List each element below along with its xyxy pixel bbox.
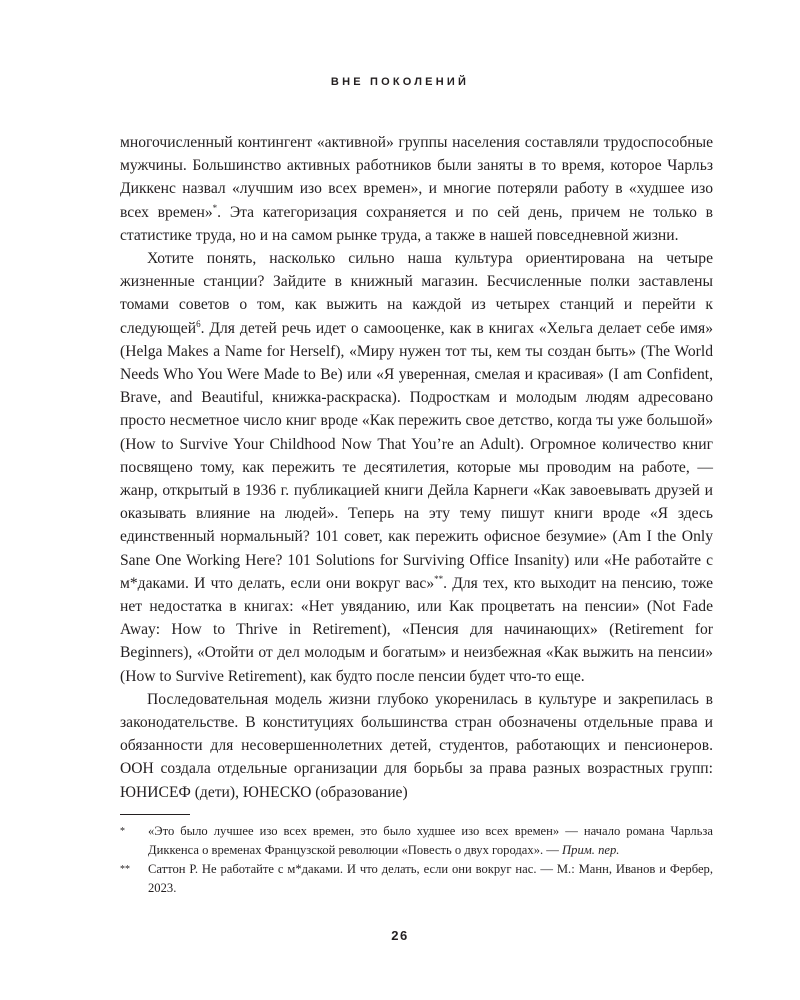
page-number: 26 [391,928,409,943]
footnote-text: Саттон Р. Не работайте с м*даками. И что делать, если они вокруг нас. — М.: Манн, Иванов и Фербер, 2023. [148,862,713,895]
footnote [120,822,713,860]
footnote-divider [120,814,190,815]
running-head: ВНЕ ПОКОЛЕНИЙ [330,76,470,88]
paragraph: Хотите понять, насколько сильно наша культура ориентирована на четыре жизненные станции? Зайдите в книжный магазин. Бесчисленные полки заставлены томами советов о том, как выжить на каждой из четырех станций и перейти к следующей$^6$. Для детей речь идет о самооценке, как в книгах «Хельга делает себе имя» (Helga Makes a Name for Herself), «Миру нужен тот ты, кем ты создан быть» (The World Needs Who You Were Made to Be) или «Я уверенная, смелая и красивая» (I am Confident, Brave, and Beautiful, книжка-раскраска). Подросткам и молодым людям адресовано просто несметное число книг вроде «Как пережить свое детство, когда ты уже большой» (How to Survive Your Childhood Now That You’re an Adult). Огромное количество книг посвящено тому, как пережить те десятилетия, которые мы проводим на работе, — жанр, открытый в 1936 г. публикацией книги Дейла Карнеги «Как завоевывать друзей и оказывать влияние на людей». Теперь на эту тему пишут книги вроде «Я здесь единственный нормальный? 101 совет, как пережить офисное безумие» (Am I the Only Sane One Working Here? 101 Solutions for Surviving Office Insanity) или «Не работайте с м*даками. И что делать, если они вокруг вас»**. Для тех, кто выходит на пенсию, тоже нет недостатка в книгах: «Нет увяданию, или Как процветать на пенсии» (Not Fade Away: How to Thrive in Retirement), «Пенсия для начинающих» (Retirement for Beginners), «Отойти от дел молодым и богатым» и неизбежная «Как выжить на пенсии» (How to Survive Retirement), как будто после пенсии будет что-то еще. [120,250,713,685]
footnote-mark: * [120,826,125,837]
footnote-reference: ** [434,573,444,584]
footnotes [120,822,713,898]
body-text [120,131,713,804]
paragraph: многочисленный контингент «активной» группы населения составляли трудоспособные мужчины. Большинство активных работников были заняты в то время, которое Чарльз Диккенс назвал «лучшим изо всех времен», и многие потеряли работу в «худшее изо всех времен»*. Эта категоризация сохраняется и по сей день, причем не только в статистике труда, но и на самом рынке труда, а также в нашей повседневной жизни. [120,134,713,244]
footnote-mark: ** [120,864,130,875]
footnote-text: «Это было лучшее изо всех времен, это было худшее изо всех времен» — начало романа Чарльза Диккенса о временах Французской революции «Повесть о двух городах». — [148,824,713,857]
endnote-reference: 6 [196,318,201,329]
footnote-credit: Прим. пер. [562,843,620,857]
footnote-reference: * [212,202,218,213]
footnote [120,860,713,898]
paragraph: Последовательная модель жизни глубоко укоренилась в культуре и закрепилась в законодательстве. В конституциях большинства стран обозначены отдельные права и обязанности для несовершеннолетних детей, студентов, работающих и пенсионеров. ООН создала отдельные организации для борьбы за права разных возрастных групп: ЮНИСЕФ (дети), ЮНЕСКО (образование) [120,690,713,801]
